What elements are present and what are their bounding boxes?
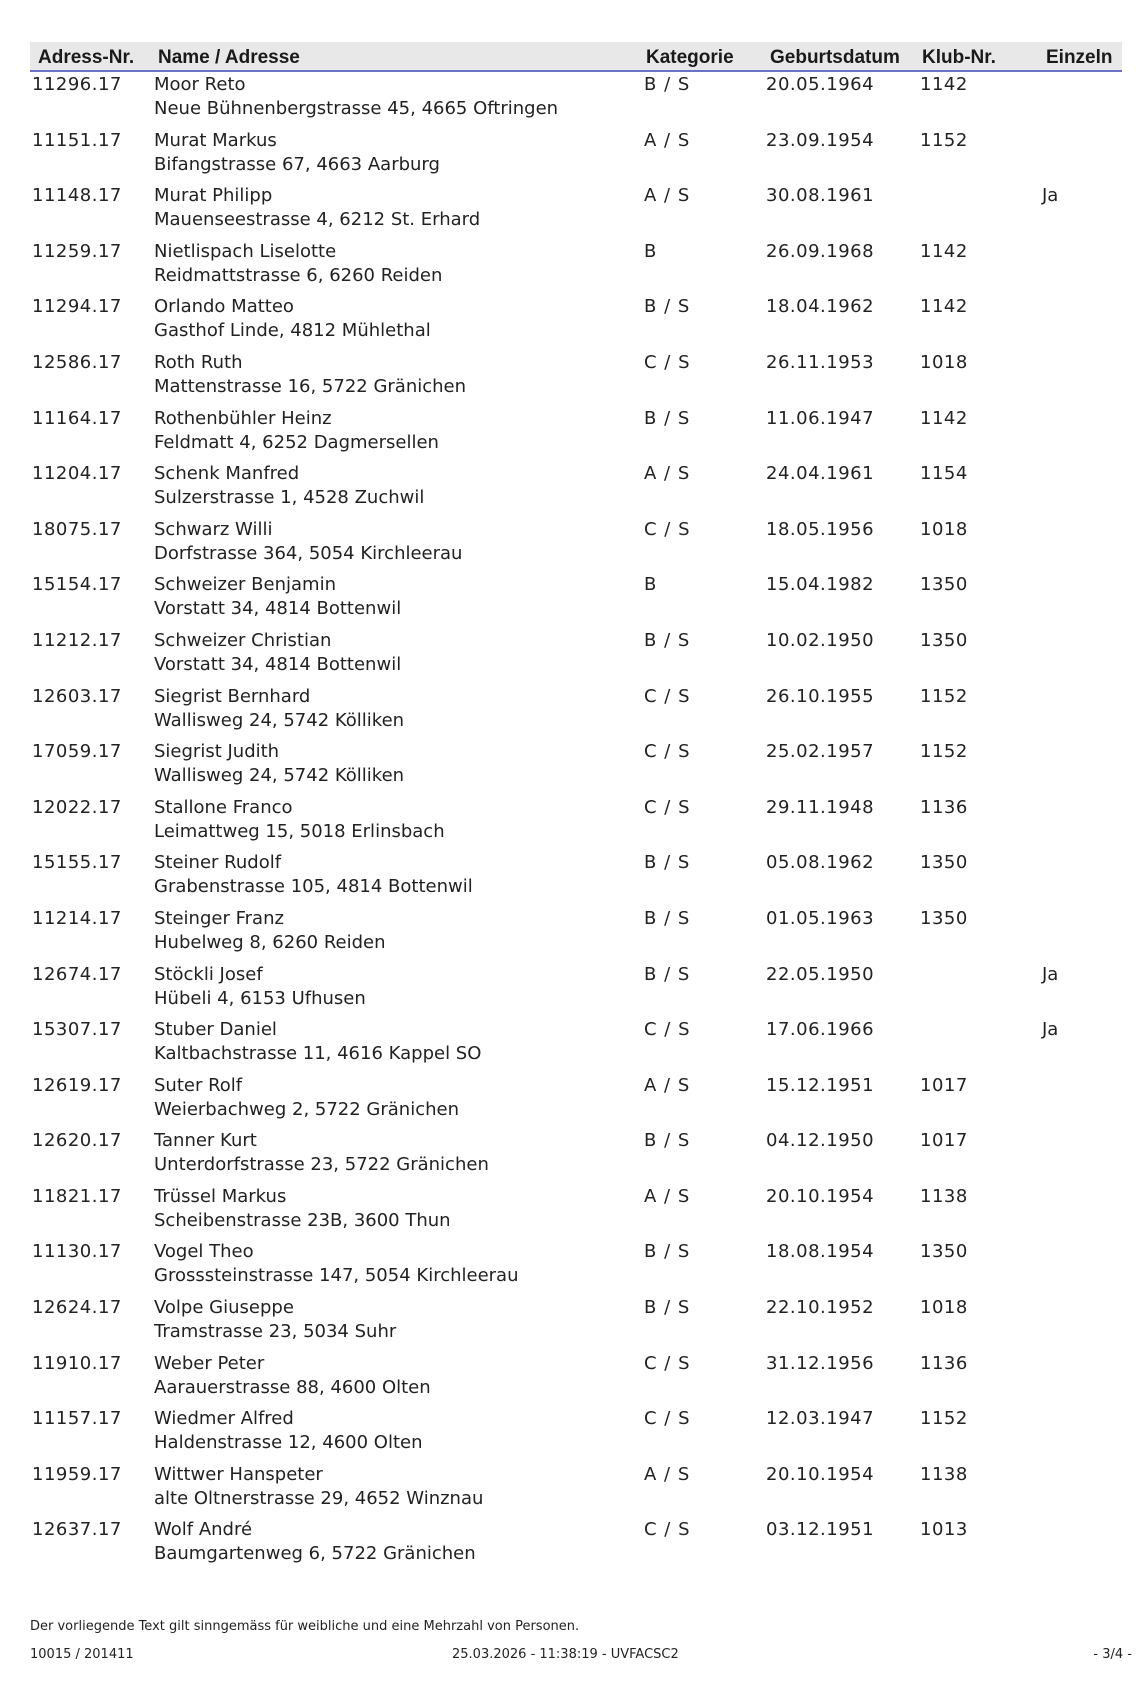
cell-kategorie: B / S [644, 1241, 691, 1263]
cell-klub-nr: 1152 [920, 741, 968, 763]
table-row [0, 1126, 1144, 1182]
cell-klub-nr: 1018 [920, 1297, 968, 1319]
cell-geburtsdatum: 18.04.1962 [766, 296, 875, 318]
cell-geburtsdatum: 20.05.1964 [766, 74, 875, 95]
cell-address: Aarauerstrasse 88, 4600 Olten [154, 1376, 431, 1398]
cell-klub-nr: 1142 [920, 74, 968, 95]
cell-klub-nr: 1017 [920, 1074, 968, 1096]
cell-geburtsdatum: 18.05.1956 [766, 518, 875, 540]
cell-adress-nr: 12624.17 [32, 1297, 122, 1319]
cell-adress-nr: 11214.17 [32, 907, 122, 929]
cell-adress-nr: 11204.17 [32, 463, 122, 485]
cell-name: Wolf André [154, 1519, 253, 1541]
cell-klub-nr: 1350 [920, 1241, 968, 1263]
cell-kategorie: A / S [644, 1185, 691, 1207]
cell-geburtsdatum: 30.08.1961 [766, 185, 875, 207]
table-header [30, 42, 1122, 72]
table-row [0, 570, 1144, 626]
cell-kategorie: C / S [644, 1019, 691, 1041]
cell-klub-nr: 1018 [920, 351, 968, 373]
cell-address: Kaltbachstrasse 11, 4616 Kappel SO [154, 1043, 482, 1065]
cell-address: Haldenstrasse 12, 4600 Olten [154, 1432, 423, 1454]
cell-geburtsdatum: 26.09.1968 [766, 240, 875, 262]
table-row [0, 515, 1144, 571]
cell-adress-nr: 12586.17 [32, 351, 122, 373]
cell-name: Schwarz Willi [154, 518, 273, 540]
cell-kategorie: C / S [644, 351, 691, 373]
cell-adress-nr: 11910.17 [32, 1352, 122, 1374]
cell-address: Hübeli 4, 6153 Ufhusen [154, 987, 366, 1009]
cell-name: Rothenbühler Heinz [154, 407, 332, 429]
cell-klub-nr: 1350 [920, 907, 968, 929]
cell-einzeln: Ja [1042, 1019, 1059, 1041]
cell-address: Wallisweg 24, 5742 Kölliken [154, 709, 405, 731]
cell-kategorie: C / S [644, 741, 691, 763]
cell-address: Weierbachweg 2, 5722 Gränichen [154, 1098, 459, 1120]
footer-timestamp: 25.03.2026 - 11:38:19 - UVFACSC2 [452, 1647, 679, 1662]
cell-klub-nr: 1152 [920, 129, 968, 151]
cell-kategorie: B [644, 574, 658, 596]
cell-klub-nr: 1152 [920, 685, 968, 707]
cell-address: Mattenstrasse 16, 5722 Gränichen [154, 375, 467, 397]
cell-adress-nr: 12637.17 [32, 1519, 122, 1541]
cell-adress-nr: 11130.17 [32, 1241, 122, 1263]
cell-kategorie: B / S [644, 963, 691, 985]
table-row [0, 1349, 1144, 1405]
header-adress-nr: Adress-Nr. [38, 47, 135, 68]
cell-adress-nr: 11151.17 [32, 129, 122, 151]
table-row [0, 181, 1144, 237]
cell-address: Tramstrasse 23, 5034 Suhr [154, 1321, 397, 1343]
cell-kategorie: B [644, 240, 658, 262]
cell-adress-nr: 11148.17 [32, 185, 122, 207]
cell-geburtsdatum: 15.12.1951 [766, 1074, 875, 1096]
cell-kategorie: C / S [644, 1519, 691, 1541]
table-row [0, 1293, 1144, 1349]
cell-kategorie: B / S [644, 407, 691, 429]
cell-name: Murat Philipp [154, 185, 273, 207]
cell-klub-nr: 1136 [920, 796, 968, 818]
cell-adress-nr: 11164.17 [32, 407, 122, 429]
cell-geburtsdatum: 22.05.1950 [766, 963, 875, 985]
cell-address: Hubelweg 8, 6260 Reiden [154, 931, 386, 953]
table-row [0, 1460, 1144, 1516]
cell-klub-nr: 1350 [920, 629, 968, 651]
table-row [0, 1071, 1144, 1127]
table-row [0, 1182, 1144, 1238]
table-row [0, 1015, 1144, 1071]
cell-name: Wittwer Hanspeter [154, 1463, 323, 1485]
table-row [0, 1515, 1144, 1571]
cell-kategorie: B / S [644, 629, 691, 651]
header-einzeln: Einzeln [1046, 47, 1113, 68]
table-row [0, 1404, 1144, 1460]
cell-kategorie: B / S [644, 74, 691, 95]
cell-address: Scheibenstrasse 23B, 3600 Thun [154, 1209, 451, 1231]
cell-geburtsdatum: 11.06.1947 [766, 407, 875, 429]
cell-name: Orlando Matteo [154, 296, 294, 318]
cell-name: Moor Reto [154, 74, 246, 95]
cell-kategorie: B / S [644, 852, 691, 874]
cell-geburtsdatum: 20.10.1954 [766, 1463, 875, 1485]
cell-adress-nr: 11259.17 [32, 240, 122, 262]
cell-address: Neue Bühnenbergstrasse 45, 4665 Oftringen [154, 98, 559, 119]
cell-geburtsdatum: 31.12.1956 [766, 1352, 875, 1374]
cell-adress-nr: 11821.17 [32, 1185, 122, 1207]
cell-kategorie: A / S [644, 1074, 691, 1096]
cell-kategorie: C / S [644, 685, 691, 707]
cell-kategorie: C / S [644, 1352, 691, 1374]
table-row [0, 682, 1144, 738]
cell-adress-nr: 15154.17 [32, 574, 122, 596]
cell-name: Tanner Kurt [154, 1130, 257, 1152]
cell-address: Unterdorfstrasse 23, 5722 Gränichen [154, 1154, 489, 1176]
table-row [0, 737, 1144, 793]
header-name-adresse: Name / Adresse [158, 47, 300, 68]
cell-kategorie: C / S [644, 518, 691, 540]
cell-kategorie: C / S [644, 796, 691, 818]
cell-address: Vorstatt 34, 4814 Bottenwil [154, 653, 402, 675]
header-geburtsdatum: Geburtsdatum [770, 47, 900, 68]
cell-name: Stuber Daniel [154, 1019, 277, 1041]
cell-address: Dorfstrasse 364, 5054 Kirchleerau [154, 542, 463, 564]
cell-address: Gasthof Linde, 4812 Mühlethal [154, 320, 431, 342]
cell-klub-nr: 1138 [920, 1463, 968, 1485]
cell-name: Schweizer Christian [154, 629, 332, 651]
cell-klub-nr: 1142 [920, 296, 968, 318]
member-list [0, 70, 1144, 1571]
table-row [0, 626, 1144, 682]
cell-adress-nr: 18075.17 [32, 518, 122, 540]
cell-klub-nr: 1136 [920, 1352, 968, 1374]
cell-klub-nr: 1152 [920, 1408, 968, 1430]
cell-address: Grabenstrasse 105, 4814 Bottenwil [154, 876, 473, 898]
cell-name: Suter Rolf [154, 1074, 243, 1096]
cell-name: Vogel Theo [154, 1241, 254, 1263]
cell-name: Murat Markus [154, 129, 277, 151]
cell-kategorie: A / S [644, 129, 691, 151]
cell-klub-nr: 1017 [920, 1130, 968, 1152]
cell-name: Siegrist Bernhard [154, 685, 311, 707]
cell-geburtsdatum: 25.02.1957 [766, 741, 875, 763]
cell-einzeln: Ja [1042, 963, 1059, 985]
cell-address: Mauenseestrasse 4, 6212 St. Erhard [154, 209, 481, 231]
cell-name: Stallone Franco [154, 796, 293, 818]
cell-adress-nr: 11296.17 [32, 74, 122, 95]
table-row [0, 126, 1144, 182]
table-row [0, 960, 1144, 1016]
cell-klub-nr: 1154 [920, 463, 968, 485]
cell-klub-nr: 1142 [920, 240, 968, 262]
cell-kategorie: A / S [644, 463, 691, 485]
cell-name: Roth Ruth [154, 351, 243, 373]
cell-adress-nr: 15155.17 [32, 852, 122, 874]
cell-geburtsdatum: 17.06.1966 [766, 1019, 875, 1041]
cell-geburtsdatum: 05.08.1962 [766, 852, 875, 874]
table-row [0, 404, 1144, 460]
cell-name: Weber Peter [154, 1352, 265, 1374]
table-row [0, 348, 1144, 404]
cell-address: Leimattweg 15, 5018 Erlinsbach [154, 820, 445, 842]
cell-adress-nr: 12603.17 [32, 685, 122, 707]
cell-name: Trüssel Markus [154, 1185, 287, 1207]
table-row [0, 292, 1144, 348]
cell-name: Schenk Manfred [154, 463, 300, 485]
cell-adress-nr: 12022.17 [32, 796, 122, 818]
cell-address: Feldmatt 4, 6252 Dagmersellen [154, 431, 439, 453]
table-row [0, 793, 1144, 849]
cell-name: Schweizer Benjamin [154, 574, 336, 596]
cell-kategorie: B / S [644, 907, 691, 929]
cell-adress-nr: 15307.17 [32, 1019, 122, 1041]
cell-address: Bifangstrasse 67, 4663 Aarburg [154, 153, 440, 175]
cell-geburtsdatum: 29.11.1948 [766, 796, 875, 818]
cell-klub-nr: 1013 [920, 1519, 968, 1541]
header-klub-nr: Klub-Nr. [922, 47, 996, 68]
table-row [0, 904, 1144, 960]
cell-adress-nr: 12619.17 [32, 1074, 122, 1096]
cell-geburtsdatum: 01.05.1963 [766, 907, 875, 929]
cell-klub-nr: 1018 [920, 518, 968, 540]
cell-adress-nr: 11294.17 [32, 296, 122, 318]
cell-geburtsdatum: 18.08.1954 [766, 1241, 875, 1263]
cell-geburtsdatum: 20.10.1954 [766, 1185, 875, 1207]
cell-kategorie: A / S [644, 185, 691, 207]
table-row [0, 237, 1144, 293]
cell-einzeln: Ja [1042, 185, 1059, 207]
cell-name: Siegrist Judith [154, 741, 280, 763]
cell-name: Steinger Franz [154, 907, 284, 929]
table-row [0, 1237, 1144, 1293]
cell-geburtsdatum: 23.09.1954 [766, 129, 875, 151]
cell-geburtsdatum: 12.03.1947 [766, 1408, 875, 1430]
cell-adress-nr: 11959.17 [32, 1463, 122, 1485]
cell-address: Grosssteinstrasse 147, 5054 Kirchleerau [154, 1265, 519, 1287]
cell-klub-nr: 1350 [920, 574, 968, 596]
cell-geburtsdatum: 26.10.1955 [766, 685, 875, 707]
cell-name: Volpe Giuseppe [154, 1297, 294, 1319]
cell-name: Steiner Rudolf [154, 852, 282, 874]
cell-address: Wallisweg 24, 5742 Kölliken [154, 765, 405, 787]
table-row [0, 848, 1144, 904]
cell-geburtsdatum: 04.12.1950 [766, 1130, 875, 1152]
cell-address: Baumgartenweg 6, 5722 Gränichen [154, 1543, 476, 1565]
cell-kategorie: B / S [644, 1297, 691, 1319]
cell-name: Nietlispach Liselotte [154, 240, 337, 262]
cell-geburtsdatum: 10.02.1950 [766, 629, 875, 651]
cell-name: Stöckli Josef [154, 963, 263, 985]
cell-adress-nr: 12674.17 [32, 963, 122, 985]
cell-geburtsdatum: 03.12.1951 [766, 1519, 875, 1541]
cell-adress-nr: 11212.17 [32, 629, 122, 651]
table-row [0, 70, 1144, 126]
cell-adress-nr: 12620.17 [32, 1130, 122, 1152]
cell-kategorie: C / S [644, 1408, 691, 1430]
cell-adress-nr: 17059.17 [32, 741, 122, 763]
cell-kategorie: B / S [644, 1130, 691, 1152]
footer-note: Der vorliegende Text gilt sinngemäss für weibliche und eine Mehrzahl von Personen. [30, 1619, 580, 1634]
header-kategorie: Kategorie [646, 47, 734, 68]
cell-adress-nr: 11157.17 [32, 1408, 122, 1430]
cell-geburtsdatum: 26.11.1953 [766, 351, 875, 373]
cell-address: Sulzerstrasse 1, 4528 Zuchwil [154, 487, 425, 509]
cell-geburtsdatum: 24.04.1961 [766, 463, 875, 485]
cell-address: Vorstatt 34, 4814 Bottenwil [154, 598, 402, 620]
cell-address: Reidmattstrasse 6, 6260 Reiden [154, 264, 443, 286]
cell-klub-nr: 1350 [920, 852, 968, 874]
footer-page-number: - 3/4 - [1093, 1647, 1132, 1662]
cell-kategorie: B / S [644, 296, 691, 318]
cell-klub-nr: 1142 [920, 407, 968, 429]
cell-geburtsdatum: 22.10.1952 [766, 1297, 875, 1319]
footer-document-id: 10015 / 201411 [30, 1647, 134, 1662]
cell-name: Wiedmer Alfred [154, 1408, 294, 1430]
cell-kategorie: A / S [644, 1463, 691, 1485]
cell-address: alte Oltnerstrasse 29, 4652 Winznau [154, 1487, 484, 1509]
table-row [0, 459, 1144, 515]
cell-geburtsdatum: 15.04.1982 [766, 574, 875, 596]
cell-klub-nr: 1138 [920, 1185, 968, 1207]
